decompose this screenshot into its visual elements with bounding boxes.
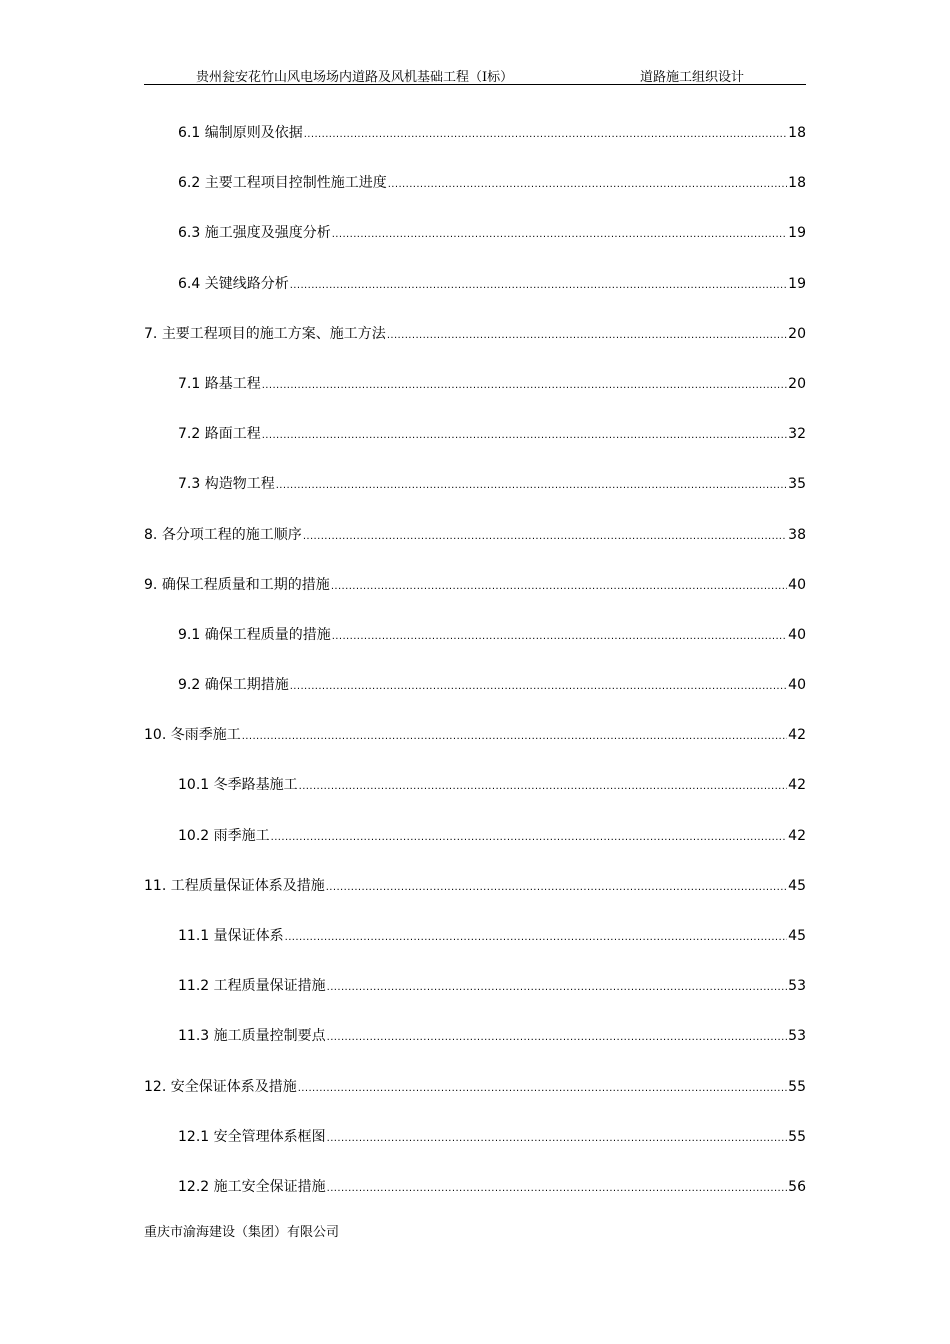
- toc-entry-number: 7.1: [178, 375, 205, 392]
- toc-entry-page: 18: [788, 125, 806, 141]
- toc-entry[interactable]: [144, 1076, 806, 1126]
- toc-entry[interactable]: [144, 574, 806, 624]
- toc-entry-page: 56: [788, 1178, 806, 1195]
- header-doc-title: 道路施工组织设计: [640, 70, 745, 85]
- toc-entry[interactable]: [144, 674, 806, 724]
- toc-entry-number: 7.: [144, 325, 162, 342]
- toc-entry-number: 8.: [144, 526, 162, 543]
- toc-dot-leader: [331, 576, 787, 598]
- toc-dot-leader: [271, 827, 788, 849]
- toc-entry[interactable]: [144, 925, 806, 975]
- toc-entry[interactable]: [144, 825, 806, 875]
- toc-entry[interactable]: [144, 423, 806, 473]
- toc-entry-title: 关键线路分析: [204, 275, 289, 292]
- table-of-contents: [144, 122, 806, 1226]
- toc-entry-number: 10.2: [178, 827, 214, 844]
- toc-entry-title: 冬雨季施工: [170, 727, 241, 744]
- toc-entry-title: 主要工程项目的施工方案、施工方法: [161, 325, 386, 342]
- toc-dot-leader: [242, 726, 787, 748]
- toc-entry-number: 6.2: [178, 175, 205, 192]
- toc-entry-title: 施工安全保证措施: [213, 1178, 326, 1195]
- toc-entry[interactable]: [144, 323, 806, 373]
- toc-entry-title: 工程质量保证措施: [213, 978, 326, 995]
- toc-entry-number: 11.2: [178, 978, 214, 995]
- toc-entry-title: 施工质量控制要点: [213, 1028, 326, 1045]
- toc-dot-leader: [304, 124, 787, 146]
- toc-entry-page: 55: [788, 1078, 806, 1095]
- toc-entry-number: 9.1: [178, 626, 205, 643]
- toc-dot-leader: [262, 425, 787, 447]
- toc-entry-page: 32: [788, 426, 806, 443]
- page-header: [144, 64, 806, 85]
- toc-entry-number: 6.1: [178, 125, 205, 141]
- toc-entry-title: 冬季路基施工: [213, 777, 298, 794]
- toc-entry-page: 53: [788, 978, 806, 995]
- toc-entry-number: 11.: [144, 877, 171, 894]
- toc-entry-title: 施工强度及强度分析: [204, 225, 331, 242]
- toc-dot-leader: [327, 1027, 788, 1049]
- toc-entry-title: 主要工程项目控制性施工进度: [204, 175, 387, 192]
- toc-entry-page: 38: [788, 526, 806, 543]
- toc-entry[interactable]: [144, 1176, 806, 1226]
- toc-entry-title: 各分项工程的施工顺序: [161, 526, 302, 543]
- toc-entry-title: 路面工程: [204, 426, 261, 443]
- toc-entry-title: 确保工程质量的措施: [204, 626, 331, 643]
- toc-entry-title: 工程质量保证体系及措施: [170, 877, 325, 894]
- toc-dot-leader: [387, 325, 787, 347]
- toc-entry[interactable]: [144, 222, 806, 272]
- toc-entry-page: 19: [788, 225, 806, 242]
- toc-entry[interactable]: [144, 1025, 806, 1075]
- toc-entry[interactable]: [144, 624, 806, 674]
- toc-dot-leader: [290, 676, 787, 698]
- toc-entry-title: 雨季施工: [213, 827, 270, 844]
- toc-entry-number: 11.3: [178, 1028, 214, 1045]
- toc-entry-page: 45: [788, 877, 806, 894]
- toc-dot-leader: [285, 927, 788, 949]
- toc-entry[interactable]: [144, 774, 806, 824]
- toc-entry-number: 12.1: [178, 1128, 214, 1145]
- toc-entry-page: 19: [788, 275, 806, 292]
- toc-entry-number: 11.1: [178, 928, 214, 944]
- toc-entry-title: 安全管理体系框图: [213, 1128, 326, 1145]
- toc-entry[interactable]: [144, 172, 806, 222]
- toc-dot-leader: [327, 977, 788, 999]
- toc-entry-page: 40: [788, 677, 806, 694]
- toc-entry-number: 6.3: [178, 225, 205, 242]
- toc-entry[interactable]: [144, 473, 806, 523]
- toc-entry-page: 18: [788, 175, 806, 192]
- toc-entry-number: 9.: [144, 576, 162, 593]
- toc-entry-title: 确保工程质量和工期的措施: [161, 576, 330, 593]
- toc-entry-number: 7.2: [178, 426, 205, 443]
- toc-entry-page: 53: [788, 1028, 806, 1045]
- toc-entry-page: 20: [788, 325, 806, 342]
- toc-entry-title: 安全保证体系及措施: [170, 1078, 297, 1095]
- toc-dot-leader: [262, 375, 787, 397]
- toc-dot-leader: [332, 224, 787, 246]
- toc-entry-page: 40: [788, 576, 806, 593]
- toc-entry-title: 确保工期措施: [204, 677, 289, 694]
- toc-dot-leader: [276, 475, 787, 497]
- toc-entry-page: 42: [788, 727, 806, 744]
- toc-entry[interactable]: [144, 122, 806, 172]
- toc-entry-number: 7.3: [178, 476, 205, 493]
- toc-dot-leader: [332, 626, 787, 648]
- toc-entry-number: 10.1: [178, 777, 214, 794]
- toc-entry-page: 40: [788, 626, 806, 643]
- toc-entry-title: 编制原则及依据: [204, 125, 303, 141]
- toc-dot-leader: [388, 174, 787, 196]
- toc-entry-number: 10.: [144, 727, 171, 744]
- toc-entry[interactable]: [144, 1126, 806, 1176]
- toc-entry-title: 路基工程: [204, 375, 261, 392]
- toc-entry-page: 42: [788, 777, 806, 794]
- toc-entry-title: 构造物工程: [204, 476, 275, 493]
- toc-dot-leader: [299, 776, 788, 798]
- toc-dot-leader: [327, 1178, 788, 1200]
- toc-entry-page: 35: [788, 476, 806, 493]
- toc-dot-leader: [326, 877, 787, 899]
- toc-dot-leader: [298, 1078, 787, 1100]
- toc-entry-title: 量保证体系: [213, 928, 284, 944]
- toc-entry[interactable]: [144, 273, 806, 323]
- toc-entry-page: 45: [788, 928, 806, 944]
- toc-entry-page: 55: [788, 1128, 806, 1145]
- toc-entry[interactable]: [144, 524, 806, 574]
- toc-entry-number: 12.: [144, 1078, 171, 1095]
- toc-entry-page: 42: [788, 827, 806, 844]
- toc-entry[interactable]: [144, 975, 806, 1025]
- toc-dot-leader: [303, 526, 787, 548]
- toc-entry-number: 6.4: [178, 275, 205, 292]
- toc-dot-leader: [327, 1128, 788, 1150]
- toc-entry[interactable]: [144, 373, 806, 423]
- toc-entry-page: 20: [788, 375, 806, 392]
- toc-entry-number: 9.2: [178, 677, 205, 694]
- toc-entry-number: 12.2: [178, 1178, 214, 1195]
- toc-dot-leader: [290, 275, 787, 297]
- footer-company: 重庆市渝海建设（集团）有限公司: [144, 1225, 340, 1240]
- toc-entry[interactable]: [144, 875, 806, 925]
- toc-entry[interactable]: [144, 724, 806, 774]
- header-project-title: 贵州瓮安花竹山风电场场内道路及风机基础工程（Ⅰ标）: [196, 70, 514, 85]
